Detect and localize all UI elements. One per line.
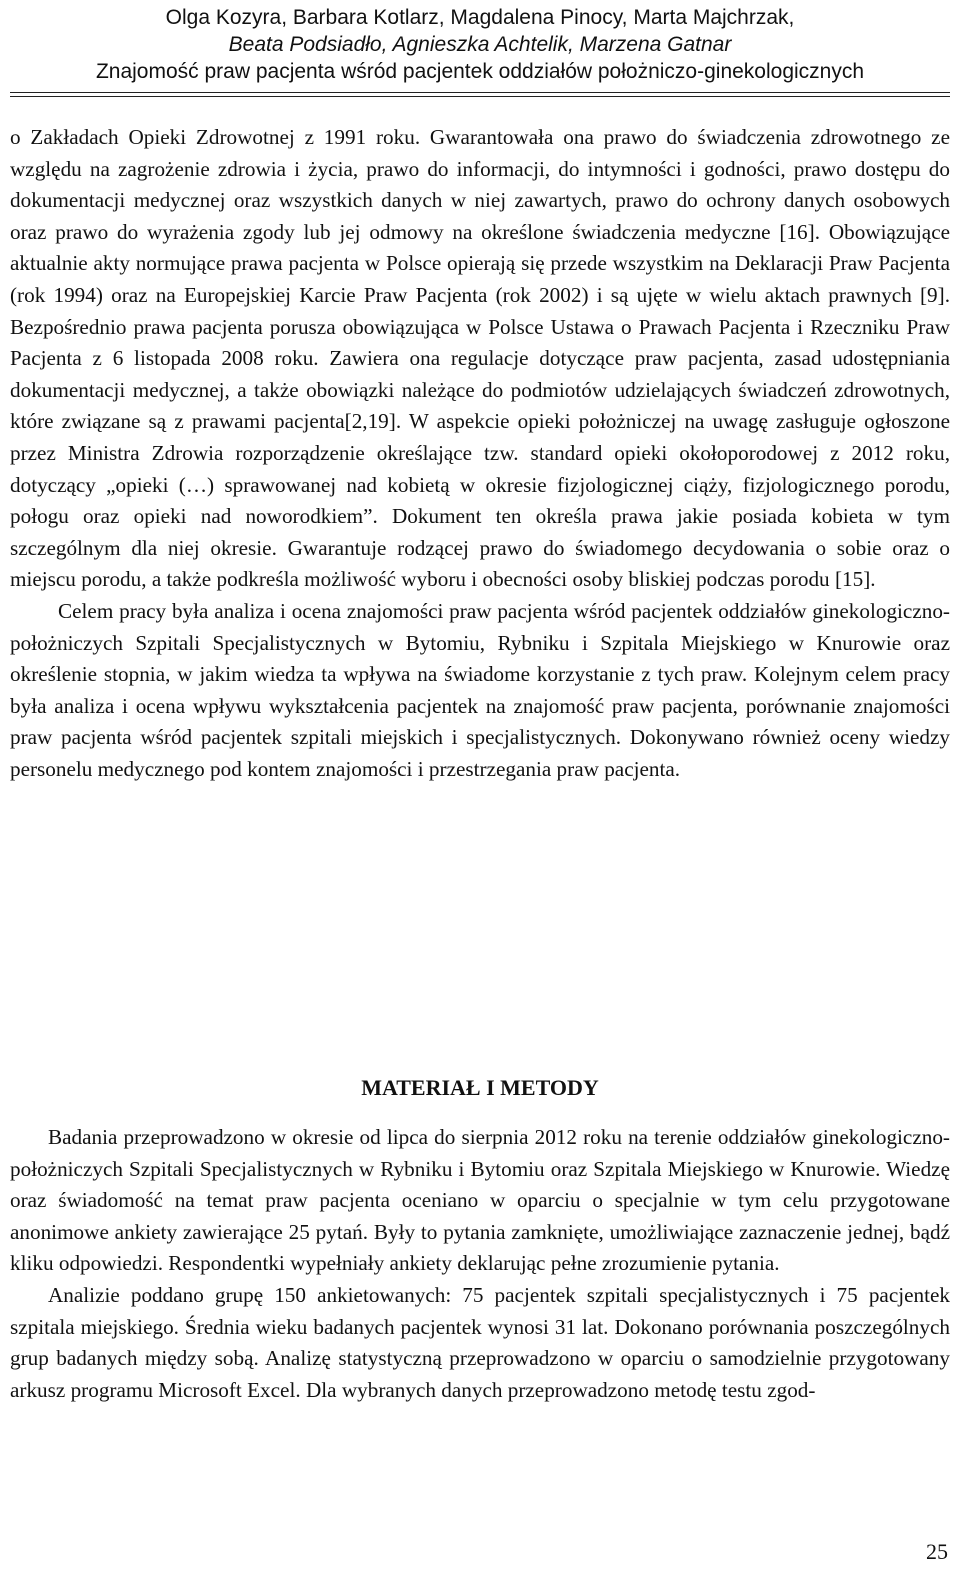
header-authors-line-2: Beata Podsiadło, Agnieszka Achtelik, Marzena Gatnar: [228, 33, 732, 56]
intro-body: [10, 122, 950, 785]
page-number: 25: [926, 1539, 948, 1564]
header-rule-top: [10, 92, 950, 93]
methods-paragraph-1: Badania przeprowadzono w okresie od lipca do sierpnia 2012 roku na terenie oddziałów ginekologiczno-położniczych Szpitali Specjalistycznych w Rybniku i Bytomiu oraz Szpitala Miejskiego w Knurowie. Wiedzę oraz świadomość na temat praw pacjenta oceniano w oparciu o specjalnie w tym celu przygotowane anonimowe ankiety zawierające 25 pytań. Były to pytania zamknięte, umożliwiające zaznaczenie jednej, bądź kliku odpowiedzi. Respondentki wypełniały ankiety deklarując pełne zrozumienie pytania.: [10, 1125, 950, 1276]
header-article-title: Znajomość praw pacjenta wśród pacjentek oddziałów położniczo-ginekologicznych: [95, 60, 865, 83]
header-rule-bottom: [10, 96, 950, 97]
section-heading: MATERIAŁ I METODY: [361, 1075, 599, 1100]
methods-body: [10, 1122, 950, 1406]
methods-paragraph-2: Analizie poddano grupę 150 ankietowanych: 75 pacjentek szpitali specjalistycznych i 75 pacjentek szpitala miejskiego. Średnia wieku badanych pacjentek wynosi 31 lat. Dokonano porównania poszczególnych grup badanych między sobą. Analizę statystyczną przeprowadzono w oparciu o samodzielnie przygotowany arkusz programu Microsoft Excel. Dla wybranych danych przeprowadzono metodę testu zgod-: [10, 1282, 950, 1402]
running-header: [10, 4, 950, 85]
body-paragraph-1: o Zakładach Opieki Zdrowotnej z 1991 roku. Gwarantowała ona prawo do świadczenia zdrowotnego ze względu na zagrożenie zdrowia i życia, prawo do informacji, do intymności i godności, prawo dostępu do dokumentacji medycznej oraz wszystkich danych w niej zawartych, prawo do ochrony danych osobowych oraz prawo do wyrażenia zgody lub jej odmowy na określone świadczenia medyczne [16]. Obowiązujące aktualnie akty normujące prawa pacjenta w Polsce opierają się przede wszystkim na Deklaracji Praw Pacjenta (rok 1994) oraz na Europejskiej Karcie Praw Pacjenta (rok 2002) i są ujęte w wielu aktach prawnych [9]. Bezpośrednio prawa pacjenta porusza obowiązująca w Polsce Ustawa o Prawach Pacjenta i Rzeczniku Praw Pacjenta z 6 listopada 2008 roku. Zawiera ona regulacje dotyczące praw pacjenta, zasad udostępniania dokumentacji medycznej, a także obowiązki należące do podmiotów udzielających świadczeń zdrowotnych, które związane są z prawami pacjenta[2,19]. W aspekcie opieki położniczej na uwagę zasługuje ogłoszone przez Ministra Zdrowia rozporządzenie określające tzw. standard opieki okołoporodowej z 2012 roku, dotyczący „opieki (…) sprawowanej nad kobietą w okresie fizjologicznej ciąży, fizjologicznego porodu, połogu oraz opieki nad noworodkiem”. Dokument ten określa prawa jakie posiada kobieta w tym szczególnym dla niej okresie. Gwarantuje rodzącej prawo do świadomego decydowania o sobie oraz o miejscu porodu, a także podkreśla możliwość wyboru i obecności osoby bliskiej podczas porodu [15].: [10, 125, 950, 592]
body-paragraph-2: Celem pracy była analiza i ocena znajomości praw pacjenta wśród pacjentek oddziałów ginekologiczno-położniczych Szpitali Specjalistycznych w Bytomiu, Rybniku i Szpitala Miejskiego w Knurowie oraz określenie stopnia, w jakim wiedza ta wpływa na świadome korzystanie z tych praw. Kolejnym celem pracy była analiza i ocena wpływu wykształcenia pacjentek na znajomość praw pacjenta, porównanie znajomości praw pacjenta wśród pacjentek szpitali miejskich i specjalistycznych. Dokonywano również oceny wiedzy personelu medycznego pod kontem znajomości i przestrzegania praw pacjenta.: [10, 598, 950, 781]
header-authors-line-1: Olga Kozyra, Barbara Kotlarz, Magdalena Pinocy, Marta Majchrzak,: [165, 6, 795, 29]
